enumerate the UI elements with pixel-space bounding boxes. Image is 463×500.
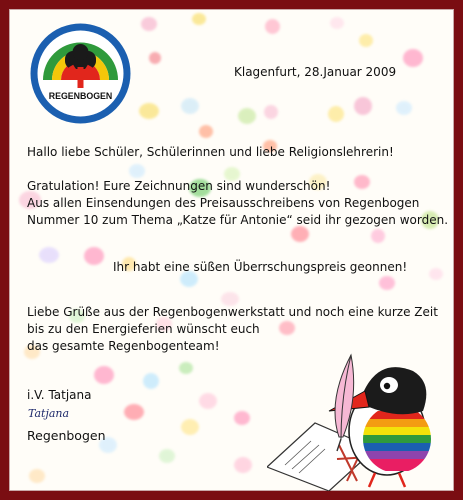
handwritten-signature: Tatjana [28, 407, 70, 420]
paragraph1-line1: Gratulation! Eure Zeichnungen sind wunderschön! [27, 179, 331, 193]
place-and-date: Klagenfurt, 28.Januar 2009 [234, 65, 397, 79]
logo-text: REGENBOGEN [48, 91, 113, 101]
greeting: Hallo liebe Schüler, Schülerinnen und liebe Religionslehrerin! [27, 145, 394, 159]
signoff: i.V. Tatjana [27, 388, 92, 402]
letter-paper [9, 9, 454, 491]
paragraph1-line2: Aus allen Einsendungen des Preisausschreibens von Regenbogen [27, 196, 420, 210]
paragraph2-line2: bis zu den Energieferien wünscht euch [27, 322, 260, 336]
paragraph2-line1: Liebe Grüße aus der Regenbogenwerkstatt und noch eine kurze Zeit [27, 305, 438, 319]
paragraph2-line3: das gesamte Regenbogenteam! [27, 339, 220, 353]
bird-writing-illustration [267, 341, 447, 491]
closing-name: Regenbogen [27, 428, 106, 443]
regenbogen-logo [29, 22, 132, 125]
paragraph1-line3: Nummer 10 zum Thema „Katze für Antonie“ seid ihr gezogen worden. [27, 213, 449, 227]
prize-line: Ihr habt eine süßen Überrschungspreis geonnen! [113, 260, 408, 274]
